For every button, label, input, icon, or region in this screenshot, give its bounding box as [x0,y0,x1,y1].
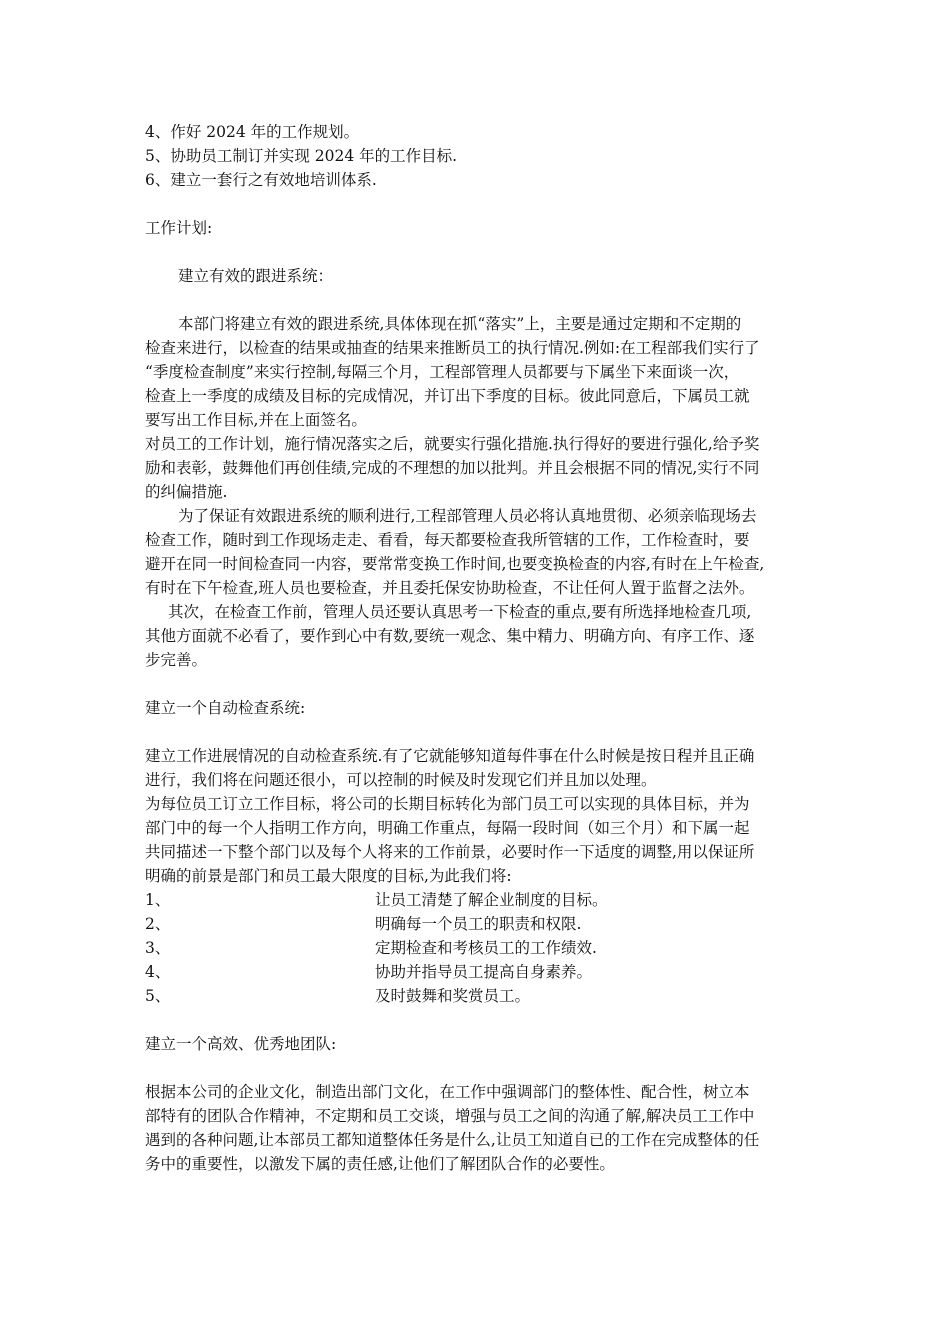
list-item [145,912,810,936]
text-line: 务中的重要性，以激发下属的责任感,让他们了解团队合作的必要性。 [145,1155,615,1173]
list-item: 4、作好 2024 年的工作规划。 [145,123,360,141]
text-line: 遇到的各种问题,让本部员工都知道整体任务是什么,让员工知道自已的工作在完成整体的任 [145,1131,760,1149]
list-number: 5、 [145,987,171,1005]
text-line: 为每位员工订立工作目标，将公司的长期目标转化为部门员工可以实现的具体目标，并为 [145,795,750,813]
text-line: 对员工的工作计划，施行情况落实之后，就要实行强化措施.执行得好的要进行强化,给予奖 [145,435,760,453]
text-line: 根据本公司的企业文化，制造出部门文化，在工作中强调部门的整体性、配合性，树立本 [145,1083,750,1101]
list-item [145,960,810,984]
section-heading-work-plan: 工作计划: [145,219,213,237]
section-heading-auto-check: 建立一个自动检查系统: [145,699,306,717]
paragraph-followup-1 [145,312,810,432]
text-line: 检查上一季度的成绩及目标的完成情况，并订出下季度的目标。彼此同意后，下属员工就 [145,387,750,405]
paragraph-followup-2 [145,432,810,504]
list-item [145,984,810,1008]
list-number: 3、 [145,939,171,957]
text-line: 的纠偏措施. [145,483,228,501]
text-line: 检查工作，随时到工作现场走走、看看，每天都要检查我所管辖的工作，工作检查时，要 [145,531,750,549]
paragraph-auto-check-1 [145,744,810,792]
numbered-list [145,888,810,1008]
list-item: 6、建立一套行之有效地培训体系. [145,171,377,189]
text-line: 步完善。 [145,651,208,669]
text-line: 进行，我们将在问题还很小，可以控制的时候及时发现它们并且加以处理。 [145,771,657,789]
list-item [145,936,810,960]
list-text: 明确每一个员工的职责和权限. [375,915,582,933]
list-text: 定期检查和考核员工的工作绩效. [375,939,597,957]
list-text: 协助并指导员工提高自身素养。 [375,963,593,981]
text-line: 共同描述一下整个部门以及每个人将来的工作前景，必要时作一下适度的调整,用以保证所 [145,843,755,861]
paragraph-followup-3 [145,504,810,600]
paragraph-followup-4 [145,600,810,672]
paragraph-team-1 [145,1080,810,1176]
document-page [145,120,810,1176]
text-line: 检查来进行，以检查的结果或抽查的结果来推断员工的执行情况.例如:在工程部我们实行了 [145,339,760,357]
list-number: 1、 [145,891,171,909]
text-line: 励和表彰，鼓舞他们再创佳绩,完成的不理想的加以批判。并且会根据不同的情况,实行不同 [145,459,760,477]
text-line: 明确的前景是部门和员工最大限度的目标,为此我们将: [145,867,512,885]
text-line: 部特有的团队合作精神，不定期和员工交谈，增强与员工之间的沟通了解,解决员工工作中 [145,1107,755,1125]
list-number: 4、 [145,963,171,981]
text-line: 有时在下午检查,班人员也要检查，并且委托保安协助检查，不让任何人置于监督之法外。 [145,579,755,597]
text-line: 要写出工作目标,并在上面签名。 [145,411,367,429]
text-line: 建立工作进展情况的自动检查系统.有了它就能够知道每件事在什么时候是按日程并且正确 [145,747,755,765]
text-line: 本部门将建立有效的跟进系统,具体体现在抓“落实”上，主要是通过定期和不定期的 [178,315,742,333]
text-line: “季度检查制度”来实行控制,每隔三个月，工程部管理人员都要与下属坐下来面谈一次， [145,363,740,381]
text-line: 为了保证有效跟进系统的顺利进行,工程部管理人员必将认真地贯彻、必须亲临现场去 [178,507,757,525]
section-heading-followup: 建立有效的跟进系统： [178,267,334,285]
list-text: 让员工清楚了解企业制度的目标。 [375,891,608,909]
text-line: 其他方面就不必看了，要作到心中有数,要统一观念、集中精力、明确方向、有序工作、逐 [145,627,755,645]
list-number: 2、 [145,915,171,933]
text-line: 避开在同一时间检查同一内容，要常常变换工作时间,也要变换检查的内容,有时在上午检查, [145,555,765,573]
paragraph-auto-check-2 [145,792,810,888]
text-line: 部门中的每一个人指明工作方向，明确工作重点，每隔一段时间（如三个月）和下属一起 [145,819,750,837]
text-line: 其次，在检查工作前，管理人员还要认真思考一下检查的重点,要有所选择地检查几项, [168,603,752,621]
list-text: 及时鼓舞和奖赏员工。 [375,987,531,1005]
list-item [145,888,810,912]
list-item: 5、协助员工制订并实现 2024 年的工作目标. [145,147,458,165]
section-heading-team: 建立一个高效、优秀地团队: [145,1035,337,1053]
